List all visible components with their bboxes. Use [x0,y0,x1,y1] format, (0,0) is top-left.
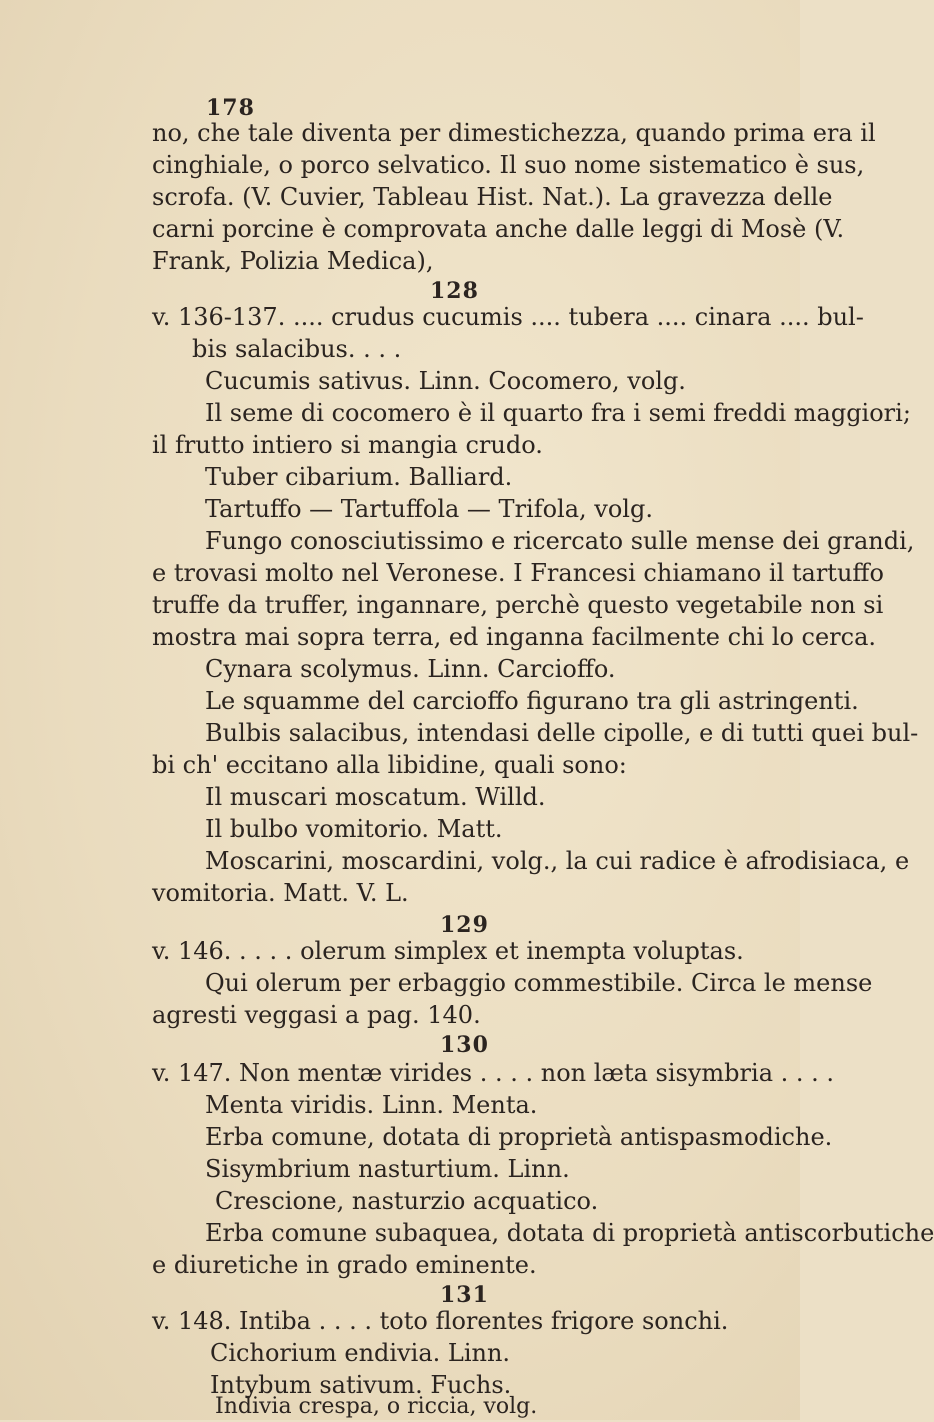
text-line: Sisymbrium nasturtium. Linn. [205,1155,570,1183]
text-line: Tuber cibarium. Balliard. [205,463,513,491]
text-line: carni porcine è comprovata anche dalle leggi di Mosè (V. [152,215,845,243]
verse-reference: v. 136-137. .... crudus cucumis .... tubera .... cinara .... bul- [152,303,864,331]
text-line: Il seme di cocomero è il quarto fra i semi freddi maggiori; [205,399,911,427]
text-line: Cynara scolymus. Linn. Carcioffo. [205,655,616,683]
text-line: no, che tale diventa per dimestichezza, quando prima era il [152,119,876,147]
text-line: Le squamme del carcioffo figurano tra gli astringenti. [205,687,859,715]
text-line: Il bulbo vomitorio. Matt. [205,815,503,843]
text-line: agresti veggasi a pag. 140. [152,1001,481,1029]
section-number: 128 [430,278,479,304]
text-line: Moscarini, moscardini, volg., la cui radice è afrodisiaca, e [205,847,910,875]
text-line: Il muscari moscatum. Willd. [205,783,546,811]
text-line: mostra mai sopra terra, ed inganna facilmente chi lo cerca. [152,623,877,651]
text-line: Erba comune, dotata di proprietà antispasmodiche. [205,1123,833,1151]
text-line: Crescione, nasturzio acquatico. [215,1187,599,1215]
text-line: Menta viridis. Linn. Menta. [205,1091,538,1119]
text-line: Erba comune subaquea, dotata di proprietà antiscorbutiche [205,1219,934,1247]
text-line: Fungo conosciutissimo e ricercato sulle mense dei grandi, [205,527,915,555]
verse-reference: v. 148. Intiba . . . . toto florentes frigore sonchi. [152,1307,729,1335]
verse-reference: v. 147. Non mentæ virides . . . . non læta sisymbria . . . . [152,1059,835,1087]
text-line: Qui olerum per erbaggio commestibile. Circa le mense [205,969,873,997]
page-number: 178 [206,95,255,121]
section-number: 130 [440,1032,489,1058]
text-line: e trovasi molto nel Veronese. I Francesi chiamano il tartuffo [152,559,884,587]
text-line: Tartuffo — Tartuffola — Trifola, volg. [205,495,653,523]
verse-reference: v. 146. . . . . olerum simplex et inempta voluptas. [152,937,744,965]
text-line: cinghiale, o porco selvatico. Il suo nome sistematico è sus, [152,151,865,179]
text-line: il frutto intiero si mangia crudo. [152,431,543,459]
text-line: Cucumis sativus. Linn. Cocomero, volg. [205,367,686,395]
text-line: Frank, Polizia Medica), [152,247,434,275]
section-number: 131 [440,1282,489,1308]
text-line: bi ch' eccitano alla libidine, quali sono: [152,751,627,779]
text-line: bis salacibus. . . . [192,335,402,363]
text-line: Cichorium endivia. Linn. [210,1339,511,1367]
text-line: Intybum sativum. Fuchs. [210,1371,512,1399]
text-line: e diuretiche in grado eminente. [152,1251,537,1279]
text-line: truffe da truffer, ingannare, perchè questo vegetabile non si [152,591,884,619]
text-line: Bulbis salacibus, intendasi delle cipolle, e di tutti quei bul- [205,719,919,747]
text-line: scrofa. (V. Cuvier, Tableau Hist. Nat.). La gravezza delle [152,183,833,211]
text-line: vomitoria. Matt. V. L. [152,879,409,907]
text-line: Indivia crespa, o riccia, volg. [215,1394,538,1419]
section-number: 129 [440,912,489,938]
